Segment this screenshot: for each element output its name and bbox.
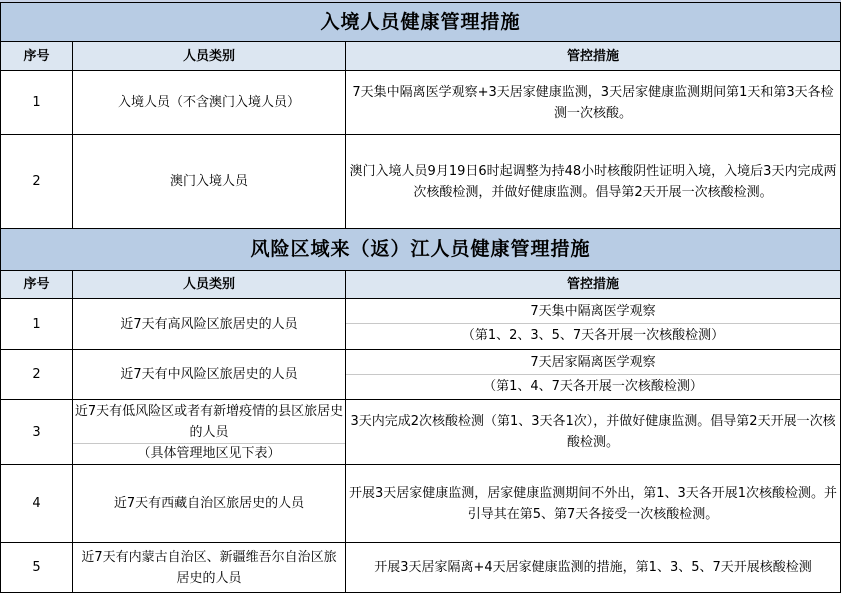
- row-no[interactable]: 1: [1, 71, 73, 135]
- header-no[interactable]: 序号: [1, 271, 73, 299]
- section2-title[interactable]: 风险区域来（返）江人员健康管理措施: [1, 229, 841, 271]
- row-category[interactable]: 入境人员（不含澳门入境人员）: [73, 71, 346, 135]
- header-measures[interactable]: 管控措施: [346, 42, 841, 71]
- table-row: [1, 350, 841, 400]
- measures-line1: 7天集中隔离医学观察: [346, 300, 840, 324]
- measures-line2: （第1、2、3、5、7天各开展一次核酸检测）: [461, 328, 725, 343]
- section2-title-row: [1, 229, 841, 271]
- row-measures[interactable]: 澳门入境人员9月19日6时起调整为持48小时核酸阴性证明入境，入境后3天内完成两次核酸检测，并做好健康监测。倡导第2天开展一次核酸检测。: [346, 135, 841, 229]
- row-measures[interactable]: 开展3天居家健康监测，居家健康监测期间不外出，第1、3天各开展1次核酸检测。并引导其在第5、第7天各接受一次核酸检测。: [346, 465, 841, 543]
- row-no[interactable]: 2: [1, 135, 73, 229]
- category-note: （具体管理地区见下表）: [73, 443, 345, 464]
- table-row: [1, 71, 841, 135]
- row-measures[interactable]: 开展3天居家隔离+4天居家健康监测的措施，第1、3、5、7天开展核酸检测: [346, 543, 841, 593]
- row-measures[interactable]: 7天集中隔离医学观察+3天居家健康监测，3天居家健康监测期间第1天和第3天各检测一次核酸。: [346, 71, 841, 135]
- category-text: 近7天有低风险区或者有新增疫情的县区旅居史的人员: [74, 403, 344, 440]
- measures-line1: 7天居家隔离医学观察: [346, 351, 840, 375]
- row-no[interactable]: 5: [1, 543, 73, 593]
- health-measures-table: [0, 2, 841, 593]
- row-measures[interactable]: [346, 299, 841, 350]
- section1-title-row: [1, 3, 841, 42]
- section1-header-row: [1, 42, 841, 71]
- header-measures[interactable]: 管控措施: [346, 271, 841, 299]
- row-no[interactable]: 3: [1, 400, 73, 465]
- table-row: [1, 299, 841, 350]
- header-category[interactable]: 人员类别: [73, 42, 346, 71]
- row-category[interactable]: [73, 400, 346, 465]
- measures-line2: （第1、4、7天各开展一次核酸检测）: [483, 378, 703, 394]
- section2-header-row: [1, 271, 841, 299]
- row-category[interactable]: 近7天有中风险区旅居史的人员: [73, 350, 346, 400]
- row-no[interactable]: 4: [1, 465, 73, 543]
- row-no[interactable]: 2: [1, 350, 73, 400]
- row-measures[interactable]: 3天内完成2次核酸检测（第1、3天各1次），并做好健康监测。倡导第2天开展一次核酸检测。: [346, 400, 841, 465]
- table-row: [1, 400, 841, 465]
- row-no[interactable]: 1: [1, 299, 73, 350]
- row-category[interactable]: 近7天有高风险区旅居史的人员: [73, 299, 346, 350]
- section1-title[interactable]: 入境人员健康管理措施: [1, 3, 841, 42]
- table-row: [1, 465, 841, 543]
- header-category[interactable]: 人员类别: [73, 271, 346, 299]
- table-row: [1, 135, 841, 229]
- table-row: [1, 543, 841, 593]
- row-measures[interactable]: [346, 350, 841, 400]
- row-category[interactable]: 近7天有西藏自治区旅居史的人员: [73, 465, 346, 543]
- row-category[interactable]: 近7天有内蒙古自治区、新疆维吾尔自治区旅居史的人员: [73, 543, 346, 593]
- header-no[interactable]: 序号: [1, 42, 73, 71]
- row-category[interactable]: 澳门入境人员: [73, 135, 346, 229]
